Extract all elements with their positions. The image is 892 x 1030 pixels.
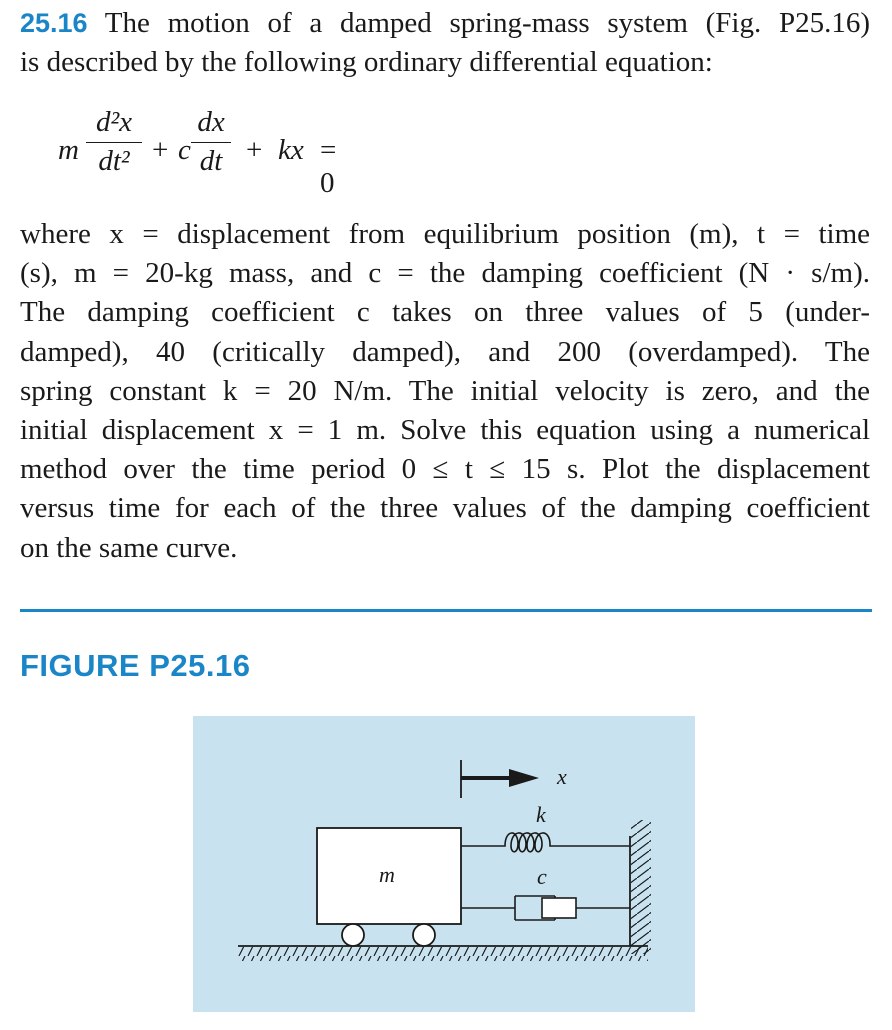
eq-plus-2: + <box>246 134 263 166</box>
spring <box>461 833 630 852</box>
body-line: The damping coefficient c takes on three values of 5 (under- <box>20 296 870 329</box>
problem-number: 25.16 <box>20 8 88 38</box>
section-divider <box>20 609 872 612</box>
body-line: versus time for each of the three values of the damping coefficient <box>20 492 870 525</box>
spring-mass-diagram <box>193 716 695 1012</box>
displacement-arrow <box>461 760 539 798</box>
eq-m: m <box>58 134 79 166</box>
eq-term2-num: dx <box>197 106 225 138</box>
eq-fraction-bar-1 <box>86 142 142 143</box>
figure-panel <box>193 716 695 1012</box>
body-line: damped), 40 (critically damped), and 200 (overdamped). The <box>20 335 870 368</box>
eq-kx: kx <box>278 134 304 166</box>
ground <box>238 946 648 961</box>
eq-term1-num: d²x <box>95 106 133 138</box>
eq-c: c <box>178 134 191 166</box>
eq-term2-den: dt <box>199 145 223 177</box>
displacement-label: x <box>557 764 567 789</box>
body-line: initial displacement x = 1 m. Solve this equation using a numerical <box>20 414 870 447</box>
eq-term1-den: dt² <box>98 145 130 177</box>
body-line: where x = displacement from equilibrium position (m), t = time <box>20 218 870 250</box>
mass-label: m <box>379 862 395 887</box>
damper <box>461 896 630 920</box>
problem-body <box>20 215 870 568</box>
wall <box>630 820 651 954</box>
eq-equals-zero: = 0 <box>320 134 337 199</box>
damper-label: c <box>537 864 547 889</box>
body-line: (s), m = 20-kg mass, and c = the damping coefficient (N · s/m). <box>20 257 870 290</box>
spring-label: k <box>536 802 546 827</box>
body-line: on the same curve. <box>20 531 238 564</box>
problem-intro <box>20 4 870 82</box>
wheel-left <box>342 924 364 946</box>
intro-line-2: is described by the following ordinary differential equation: <box>20 46 713 79</box>
intro-line-1: 25.16 The motion of a damped spring-mass system (Fig. P25.16) <box>20 7 870 39</box>
eq-plus-1: + <box>152 134 169 166</box>
wheel-right <box>413 924 435 946</box>
figure-title: FIGURE P25.16 <box>20 648 251 683</box>
body-line: spring constant k = 20 N/m. The initial velocity is zero, and the <box>20 374 870 407</box>
eq-first-derivative <box>191 106 231 179</box>
eq-fraction-bar-2 <box>191 142 231 143</box>
eq-second-derivative <box>86 106 142 179</box>
body-line: method over the time period 0 ≤ t ≤ 15 s. Plot the displacement <box>20 453 870 486</box>
